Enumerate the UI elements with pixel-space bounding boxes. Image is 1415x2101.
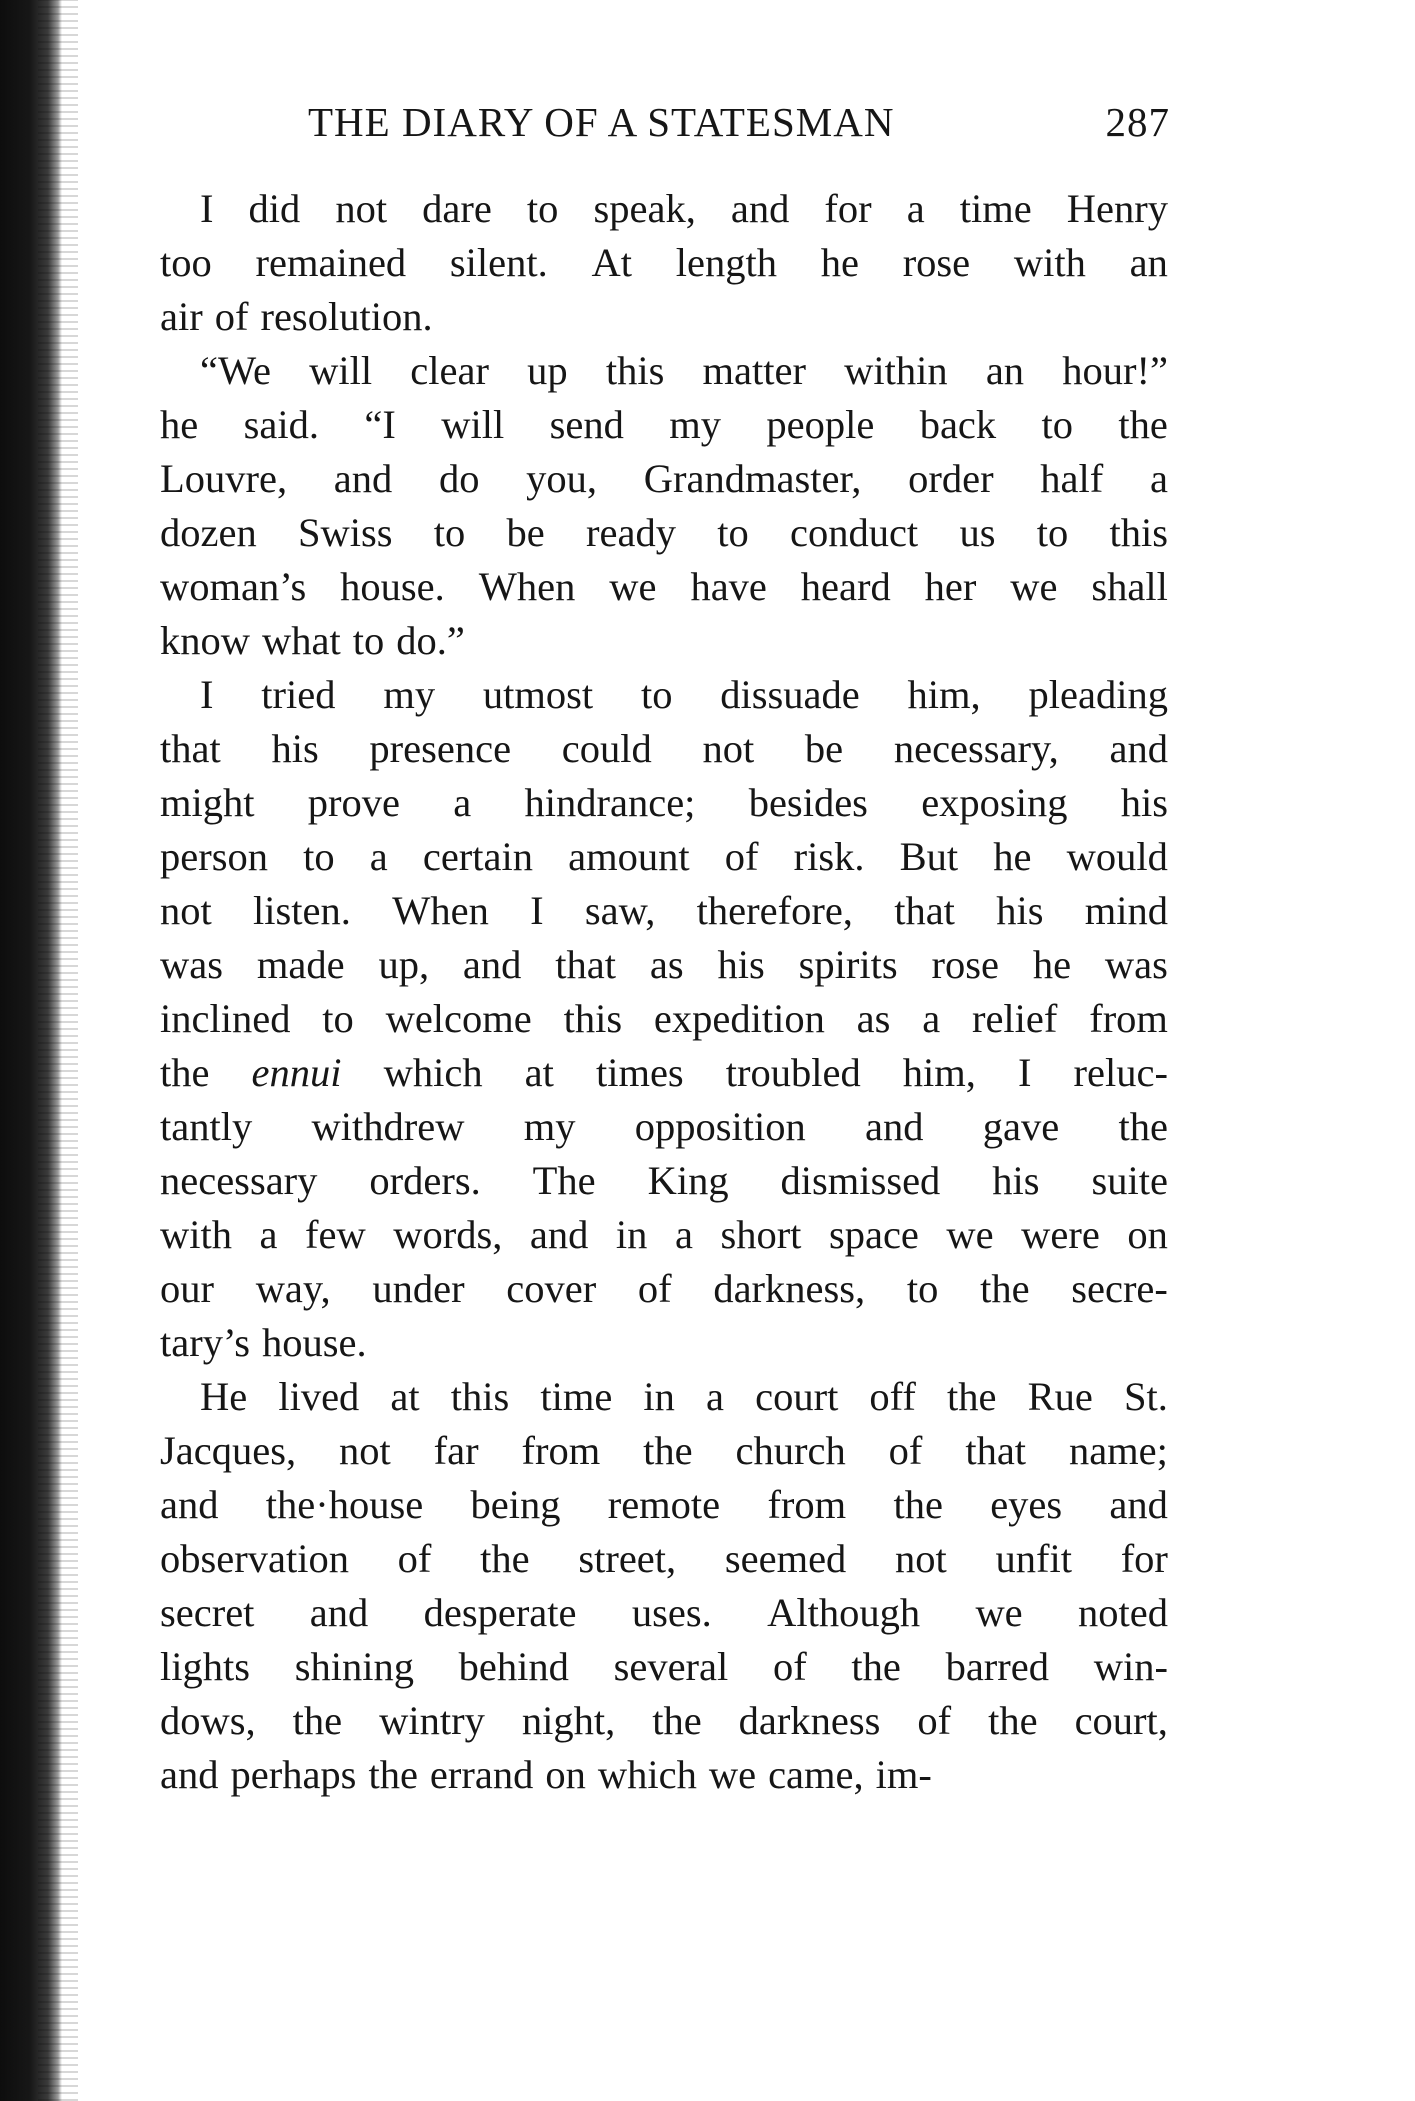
text-line: that his presence could not be necessary, and xyxy=(160,726,1168,771)
text-line: was made up, and that as his spirits rose he was xyxy=(160,942,1168,987)
text-line: and the·house being remote from the eyes and xyxy=(160,1482,1168,1527)
text-line: I did not dare to speak, and for a time Henry xyxy=(200,186,1168,231)
text-line: I tried my utmost to dissuade him, pleading xyxy=(200,672,1168,717)
text-line: might prove a hindrance; besides exposing his xyxy=(160,780,1168,825)
text-line: air of resolution. xyxy=(160,294,433,339)
text-line: he said. “I will send my people back to the xyxy=(160,402,1168,447)
text-line: person to a certain amount of risk. But he would xyxy=(160,834,1168,879)
paragraph xyxy=(160,668,1168,1370)
text-line: inclined to welcome this expedition as a relief from xyxy=(160,996,1168,1041)
text-line: tantly withdrew my opposition and gave the xyxy=(160,1104,1168,1149)
running-title: THE DIARY OF A STATESMAN xyxy=(308,99,895,145)
text-line: “We will clear up this matter within an hour!” xyxy=(200,348,1168,393)
text-line: dozen Swiss to be ready to conduct us to this xyxy=(160,510,1168,555)
text-line: know what to do.” xyxy=(160,618,465,663)
page-binding-shadow xyxy=(0,0,62,2101)
text-line: dows, the wintry night, the darkness of the court, xyxy=(160,1698,1168,1743)
text-line: not listen. When I saw, therefore, that his mind xyxy=(160,888,1168,933)
text-line: too remained silent. At length he rose with an xyxy=(160,240,1168,285)
paragraph xyxy=(160,182,1168,344)
text-line: observation of the street, seemed not unfit for xyxy=(160,1536,1168,1581)
paragraph xyxy=(160,344,1168,668)
text-line: Louvre, and do you, Grandmaster, order half a xyxy=(160,456,1168,501)
text-line: secret and desperate uses. Although we noted xyxy=(160,1590,1168,1635)
text-line: our way, under cover of darkness, to the secre- xyxy=(160,1266,1168,1311)
paragraph xyxy=(160,1370,1168,1802)
text-line: with a few words, and in a short space we were on xyxy=(160,1212,1168,1257)
running-header xyxy=(308,98,1170,154)
text-line: Jacques, not far from the church of that name; xyxy=(160,1428,1168,1473)
text-line: and perhaps the errand on which we came, im- xyxy=(160,1752,932,1797)
text-line: the ennui which at times troubled him, I reluc- xyxy=(160,1050,1168,1095)
body-text xyxy=(160,182,1168,1802)
text-line: tary’s house. xyxy=(160,1320,367,1365)
text-line: He lived at this time in a court off the Rue St. xyxy=(200,1374,1168,1419)
text-line: necessary orders. The King dismissed his suite xyxy=(160,1158,1168,1203)
page-number: 287 xyxy=(1105,99,1170,145)
text-line: woman’s house. When we have heard her we shall xyxy=(160,564,1168,609)
text-line: lights shining behind several of the barred win- xyxy=(160,1644,1168,1689)
